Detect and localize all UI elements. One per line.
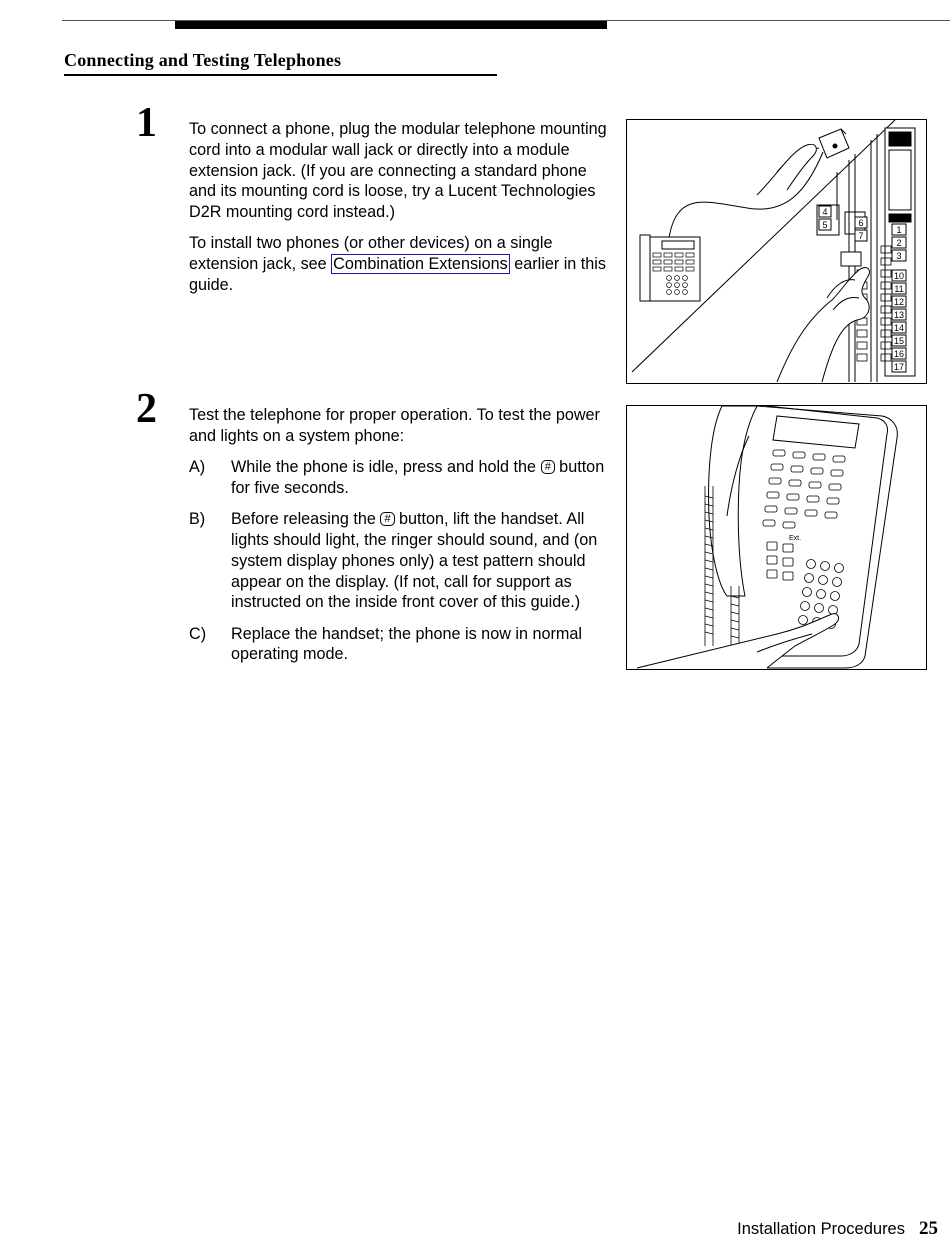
pound-key-icon: # — [380, 512, 394, 526]
step-1-paragraph-2 — [189, 233, 609, 295]
test-phone-illustration — [627, 406, 926, 669]
step-2-item-a — [189, 457, 609, 499]
item-c-label: C) — [189, 624, 207, 643]
fig1-label-14: 14 — [893, 323, 905, 333]
figure-test-phone — [626, 405, 927, 670]
title-underline — [64, 74, 497, 76]
step-2-item-b — [189, 509, 609, 613]
item-b-after: button, lift the handset. All lights should light, the ringer should sound, and (on system display phones only) a test pattern should appear on the display. (If not, call for support as instructed on the inside front cover of this guide.) — [231, 510, 598, 612]
fig1-label-15: 15 — [893, 336, 905, 346]
step-1-text — [189, 119, 609, 306]
step-1-number: 1 — [136, 100, 157, 146]
item-b-before: Before releasing the — [231, 510, 381, 529]
item-a-after: button for five seconds. — [231, 458, 605, 497]
page-footer — [737, 1218, 938, 1240]
item-a-label: A) — [189, 458, 206, 477]
combination-extensions-link[interactable]: Combination Extensions — [333, 255, 508, 274]
footer-section: Installation Procedures — [737, 1220, 905, 1238]
item-a-before: While the phone is idle, press and hold the — [231, 458, 541, 477]
page-number: 25 — [919, 1218, 938, 1239]
fig1-label-3: 3 — [896, 251, 902, 261]
fig1-label-6: 6 — [858, 218, 864, 228]
pound-key-icon: # — [541, 460, 555, 474]
step-2-item-c — [189, 624, 609, 666]
fig1-label-13: 13 — [893, 310, 905, 320]
step-2-intro: Test the telephone for proper operation. To test the power and lights on a system phone: — [189, 406, 600, 445]
fig1-label-2: 2 — [896, 238, 902, 248]
fig1-label-17: 17 — [893, 362, 905, 372]
item-c-text: Replace the handset; the phone is now in normal operating mode. — [231, 624, 582, 664]
fig1-label-7: 7 — [858, 231, 864, 241]
fig1-label-16: 16 — [893, 349, 905, 359]
fig1-label-11: 11 — [894, 284, 904, 294]
fig1-label-12: 12 — [893, 297, 905, 307]
header-bar — [175, 21, 607, 29]
step-1-p2-before: To install two phones (or other devices) on a single extension jack, see — [189, 234, 553, 274]
connect-phone-illustration — [627, 120, 926, 383]
step-2-number: 2 — [136, 386, 157, 432]
fig1-label-5: 5 — [822, 220, 828, 230]
section-title: Connecting and Testing Telephones — [64, 50, 342, 70]
step-2-text — [189, 405, 609, 676]
fig2-ext-label: Ext. — [789, 535, 802, 542]
fig1-label-10: 10 — [893, 271, 905, 281]
figure-connect-phone — [626, 119, 927, 384]
step-1-paragraph-1: To connect a phone, plug the modular telephone mounting cord into a modular wall jack or directly into a module extension jack. (If you are connecting a standard phone and its mounting cord is loose, try a Lucent Technologies D2R mounting cord instead.) — [189, 120, 607, 222]
item-b-label: B) — [189, 510, 206, 529]
fig1-label-4: 4 — [822, 207, 828, 217]
step-1-p2-after: earlier in this guide. — [189, 255, 606, 295]
fig1-label-1: 1 — [896, 225, 902, 235]
